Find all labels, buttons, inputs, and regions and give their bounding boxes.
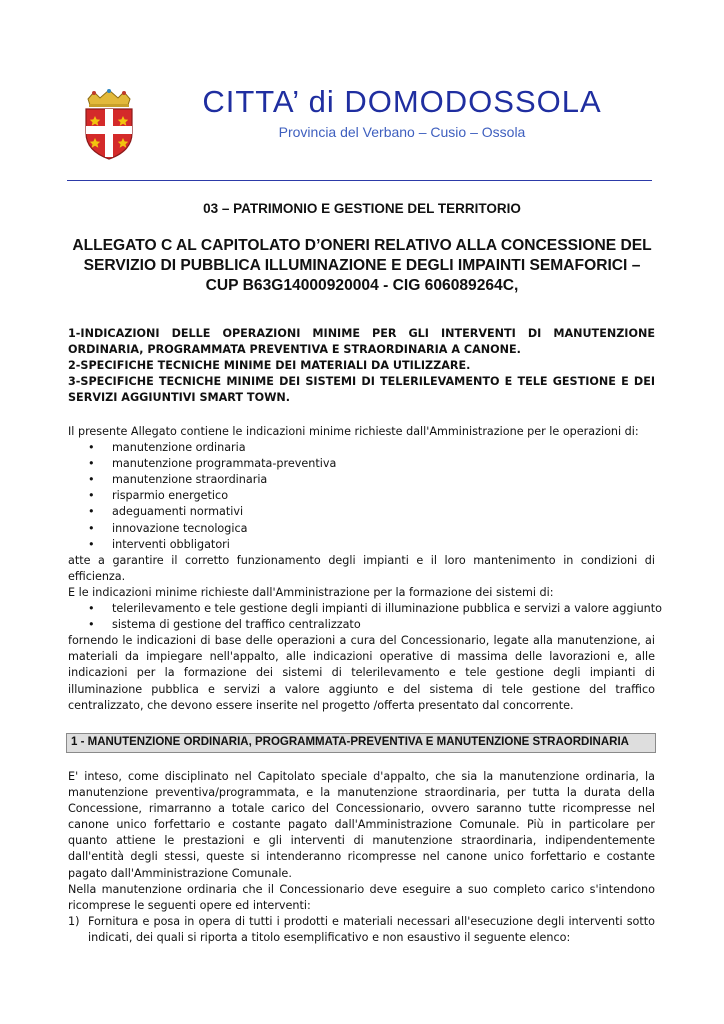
index-item: 2-SPECIFICHE TECNICHE MINIME DEI MATERIALI DA UTILIZZARE. [68,359,471,373]
systems-lead: E le indicazioni minime richieste dall'Amministrazione per la formazione dei sistemi di: [68,585,554,599]
list-item: • telerilevamento e tele gestione degli impianti di illuminazione pubblica e servizi a valore aggiunto [68,601,655,617]
title-line: CUP B63G14000920004 - CIG 606089264C, [205,277,519,294]
intro-lead: Il presente Allegato contiene le indicazioni minime richieste dall'Amministrazione per le operazioni di: [68,425,639,438]
operations-list [68,440,655,553]
systems-list [68,601,662,633]
item-number: 1) [68,914,80,928]
purpose-paragraph: atte a garantire il corretto funzionamento degli impianti e il loro mantenimento in condizioni di efficienza. [68,553,655,583]
list-item: • innovazione tecnologica [68,521,655,537]
section-body [68,769,655,946]
list-item: • adeguamenti normativi [68,504,655,520]
list-item: • manutenzione programmata-preventiva [68,456,655,472]
header-divider [67,180,652,181]
section-heading-box [66,733,656,753]
city-name: CITTA’ di DOMODOSSOLA [202,84,602,119]
list-item: • sistema di gestione del traffico centralizzato [68,617,655,633]
intro-section [68,424,662,714]
department-heading: 03 – PATRIMONIO E GESTIONE DEL TERRITORIO [203,201,521,216]
list-item: • risparmio energetico [68,488,655,504]
section-paragraph: E' inteso, come disciplinato nel Capitolato speciale d'appalto, che sia la manutenzione ordinaria, la manutenzione preventiva/programmata, e la manutenzione straordinaria, per tutta la durata della Concessione, rimarranno a totale carico del Concessionario, ovvero saranno tutte ricompresse nel canone unico forfettario e costante pagato dall'Amministrazione Comunale. Più in particolare per quanto attiene le prestazioni e gli interventi di manutenzione straordinaria, indipendentemente dall'entità degli stessi, queste si intenderanno ricompresse nel canone unico forfettario e costante pagato dall'Amministrazione Comunale. [68,770,655,880]
list-item: • interventi obbligatori [68,537,655,553]
numbered-item [68,914,655,946]
index-item: 1-INDICAZIONI DELLE OPERAZIONI MINIME PER GLI INTERVENTI DI MANUTENZIONE ORDINARIA, PROGRAMMATA PREVENTIVA E STRAORDINARIA A CANONE. [68,327,655,357]
index-item: 3-SPECIFICHE TECNICHE MINIME DEI SISTEMI DI TELERILEVAMENTO E TELE GESTIONE E DEI SERVIZI AGGIUNTIVI SMART TOWN. [68,375,655,405]
province-subtitle: Provincia del Verbano – Cusio – Ossola [278,124,526,140]
item-text: Fornitura e posa in opera di tutti i prodotti e materiali necessari all'esecuzione degli interventi sotto indicati, dei quali si riporta a titolo esemplificativo e non esaustivo il seguente elenco: [88,914,655,944]
section-heading: 1 - MANUTENZIONE ORDINARIA, PROGRAMMATA-PREVENTIVA E MANUTENZIONE STRAORDINARIA [71,736,629,748]
list-item: • manutenzione ordinaria [68,440,655,456]
index-list [68,326,655,406]
title-line: SERVIZIO DI PUBBLICA ILLUMINAZIONE E DEGLI IMPAINTI SEMAFORICI – [83,257,641,274]
title-line: ALLEGATO C AL CAPITOLATO D’ONERI RELATIVO ALLA CONCESSIONE DEL [72,237,652,254]
section-paragraph: Nella manutenzione ordinaria che il Concessionario deve eseguire a suo completo carico s'intendono ricomprese le seguenti opere ed interventi: [68,882,655,912]
closing-paragraph: fornendo le indicazioni di base delle operazioni a cura del Concessionario, legate alla manutenzione, ai materiali da impiegare nell'appalto, alle indicazioni operative di massima delle lavorazioni e, alle indicazioni per la formazione dei sistemi di telerilevamento e tele gestione degli impianti di illuminazione pubblica e servizi a valore aggiunto e del sistema di tele gestione del traffico centralizzato, che devono essere inserite nel progetto /offerta presentato dal concorrente. [68,634,655,712]
document-title [60,236,664,296]
list-item: • manutenzione straordinaria [68,472,655,488]
